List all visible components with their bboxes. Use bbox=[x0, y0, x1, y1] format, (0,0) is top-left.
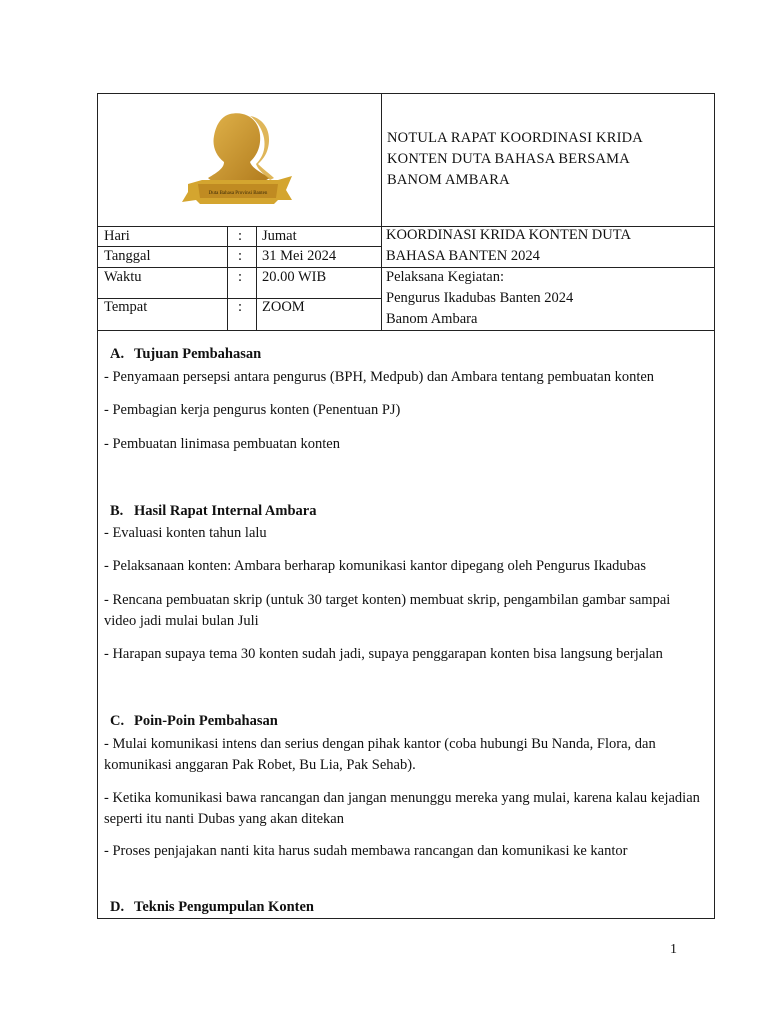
logo bbox=[178, 108, 298, 212]
section-letter: D. bbox=[110, 899, 125, 915]
info-label-date: Tanggal bbox=[104, 248, 151, 264]
info-value-day: Jumat bbox=[262, 228, 297, 244]
organizer-2: Banom Ambara bbox=[386, 311, 478, 327]
info-separator: : bbox=[238, 269, 243, 285]
list-item: - Mulai komunikasi intens dan serius dengan pihak kantor (coba hubungi Bu Nanda, Flora, dan komunikasi anggaran Pak Robet, Bu Lia, Pak Sehab). bbox=[104, 736, 656, 773]
organizer-label: Pelaksana Kegiatan: bbox=[386, 269, 504, 285]
agenda-title: KOORDINASI KRIDA KONTEN DUTA BAHASA BANTEN 2024 bbox=[386, 227, 631, 264]
info-separator: : bbox=[238, 248, 243, 264]
page-number: 1 bbox=[670, 942, 677, 957]
organizer-1: Pengurus Ikadubas Banten 2024 bbox=[386, 290, 574, 306]
section-d-heading bbox=[110, 899, 314, 916]
section-letter: A. bbox=[110, 346, 125, 362]
section-title: Hasil Rapat Internal Ambara bbox=[134, 503, 317, 519]
info-value-time: 20.00 WIB bbox=[262, 269, 327, 285]
section-letter: C. bbox=[110, 713, 125, 729]
section-title: Teknis Pengumpulan Konten bbox=[134, 899, 314, 915]
info-value-place: ZOOM bbox=[262, 299, 305, 315]
info-label-time: Waktu bbox=[104, 269, 142, 285]
info-label-day: Hari bbox=[104, 228, 130, 244]
logo-text: Duta Bahasa Provinsi Banten bbox=[208, 191, 268, 196]
info-value-date: 31 Mei 2024 bbox=[262, 248, 337, 264]
row-divider bbox=[98, 330, 714, 331]
list-item: - Ketika komunikasi bawa rancangan dan jangan menunggu mereka yang mulai, karena kalau kejadian seperti itu nanti Dubas yang akan ditekan bbox=[104, 790, 700, 827]
section-letter: B. bbox=[110, 503, 124, 519]
list-item: - Rencana pembuatan skrip (untuk 30 target konten) membuat skrip, pengambilan gambar sampai video jadi mulai bulan Juli bbox=[104, 592, 671, 629]
document-table bbox=[97, 93, 715, 919]
list-item: - Pembagian kerja pengurus konten (Penentuan PJ) bbox=[104, 402, 401, 418]
section-b-heading bbox=[110, 503, 316, 520]
list-item: - Pelaksanaan konten: Ambara berharap komunikasi kantor dipegang oleh Pengurus Ikadubas bbox=[104, 558, 646, 574]
list-item: - Evaluasi konten tahun lalu bbox=[104, 525, 267, 541]
info-separator: : bbox=[238, 299, 243, 315]
column-divider bbox=[227, 226, 228, 330]
info-separator: : bbox=[238, 228, 243, 244]
section-a-heading bbox=[110, 346, 261, 363]
column-divider bbox=[381, 94, 382, 330]
document-title: NOTULA RAPAT KOORDINASI KRIDA KONTEN DUTA BAHASA BERSAMA BANOM AMBARA bbox=[387, 130, 643, 188]
list-item: - Penyamaan persepsi antara pengurus (BPH, Medpub) dan Ambara tentang pembuatan konten bbox=[104, 369, 655, 385]
section-c-heading bbox=[110, 713, 278, 730]
info-label-place: Tempat bbox=[104, 299, 148, 315]
column-divider bbox=[256, 226, 257, 330]
section-title: Poin-Poin Pembahasan bbox=[134, 713, 278, 729]
section-title: Tujuan Pembahasan bbox=[134, 346, 262, 362]
list-item: - Proses penjajakan nanti kita harus sudah membawa rancangan dan komunikasi ke kantor bbox=[104, 843, 628, 859]
list-item: - Harapan supaya tema 30 konten sudah jadi, supaya penggarapan konten bisa langsung berjalan bbox=[104, 646, 663, 662]
list-item: - Pembuatan linimasa pembuatan konten bbox=[104, 436, 340, 452]
